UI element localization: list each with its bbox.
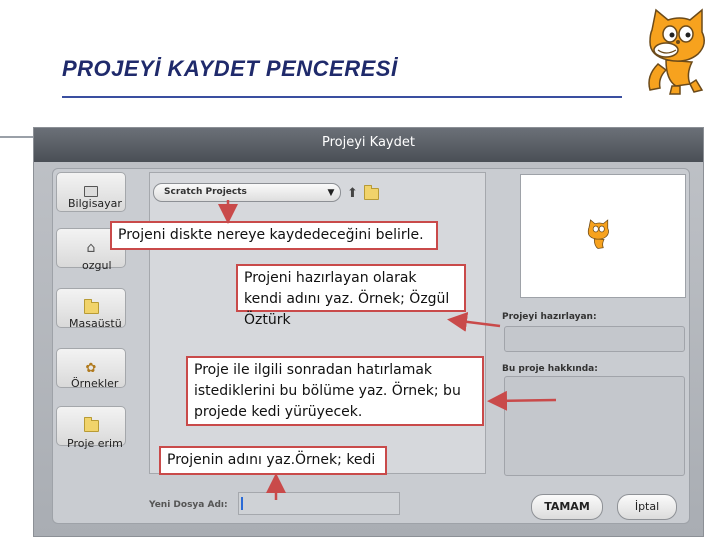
text-cursor [241,497,243,510]
ok-button[interactable]: TAMAM [531,494,603,520]
sidebar-item-label: Proje erim [67,437,123,450]
folder-up-icon[interactable]: ⬆ [347,186,358,201]
new-folder-icon[interactable] [364,185,379,204]
callout-author: Projeni hazırlayan olarak kendi adını yaz. Örnek; Özgül Öztürk [236,264,466,312]
scratch-cat-thumbnail-icon [583,217,613,253]
slide-title: PROJEYİ KAYDET PENCERESİ [62,56,398,81]
decorative-line [62,96,622,98]
sidebar-item-label: ozgul [82,259,112,272]
location-select[interactable]: Scratch Projects [153,183,341,202]
home-icon: ⌂ [86,240,96,256]
author-label: Projeyi hazırlayan: [502,312,597,322]
filename-label: Yeni Dosya Adı: [149,500,228,510]
callout-location: Projeni diskte nereye kaydedeceğini belirle. [110,221,438,250]
project-thumbnail [520,174,686,298]
sidebar-item-label: Örnekler [71,377,119,390]
computer-icon [84,186,98,197]
examples-icon: ✿ [85,360,97,376]
sidebar-item-label: Bilgisayar [68,197,122,210]
about-label: Bu proje hakkında: [502,364,598,374]
cancel-button[interactable]: İptal [617,494,677,520]
folder-icon [84,302,99,314]
dialog-title: Projeyi Kaydet [34,128,703,162]
callout-about: Proje ile ilgili sonradan hatırlamak istediklerini bu bölüme yaz. Örnek; bu projede kedi yürüyecek. [186,356,484,426]
folder-icon [84,420,99,432]
file-list[interactable] [149,172,486,474]
sidebar-item-label: Masaüstü [69,317,122,330]
filename-input[interactable] [238,492,400,515]
author-field[interactable] [504,326,685,352]
callout-filename: Projenin adını yaz.Örnek; kedi [159,446,387,475]
scratch-cat-logo [636,4,716,96]
about-field[interactable] [504,376,685,476]
decorative-line [0,136,33,138]
chevron-down-icon[interactable]: ▼ [327,187,335,198]
